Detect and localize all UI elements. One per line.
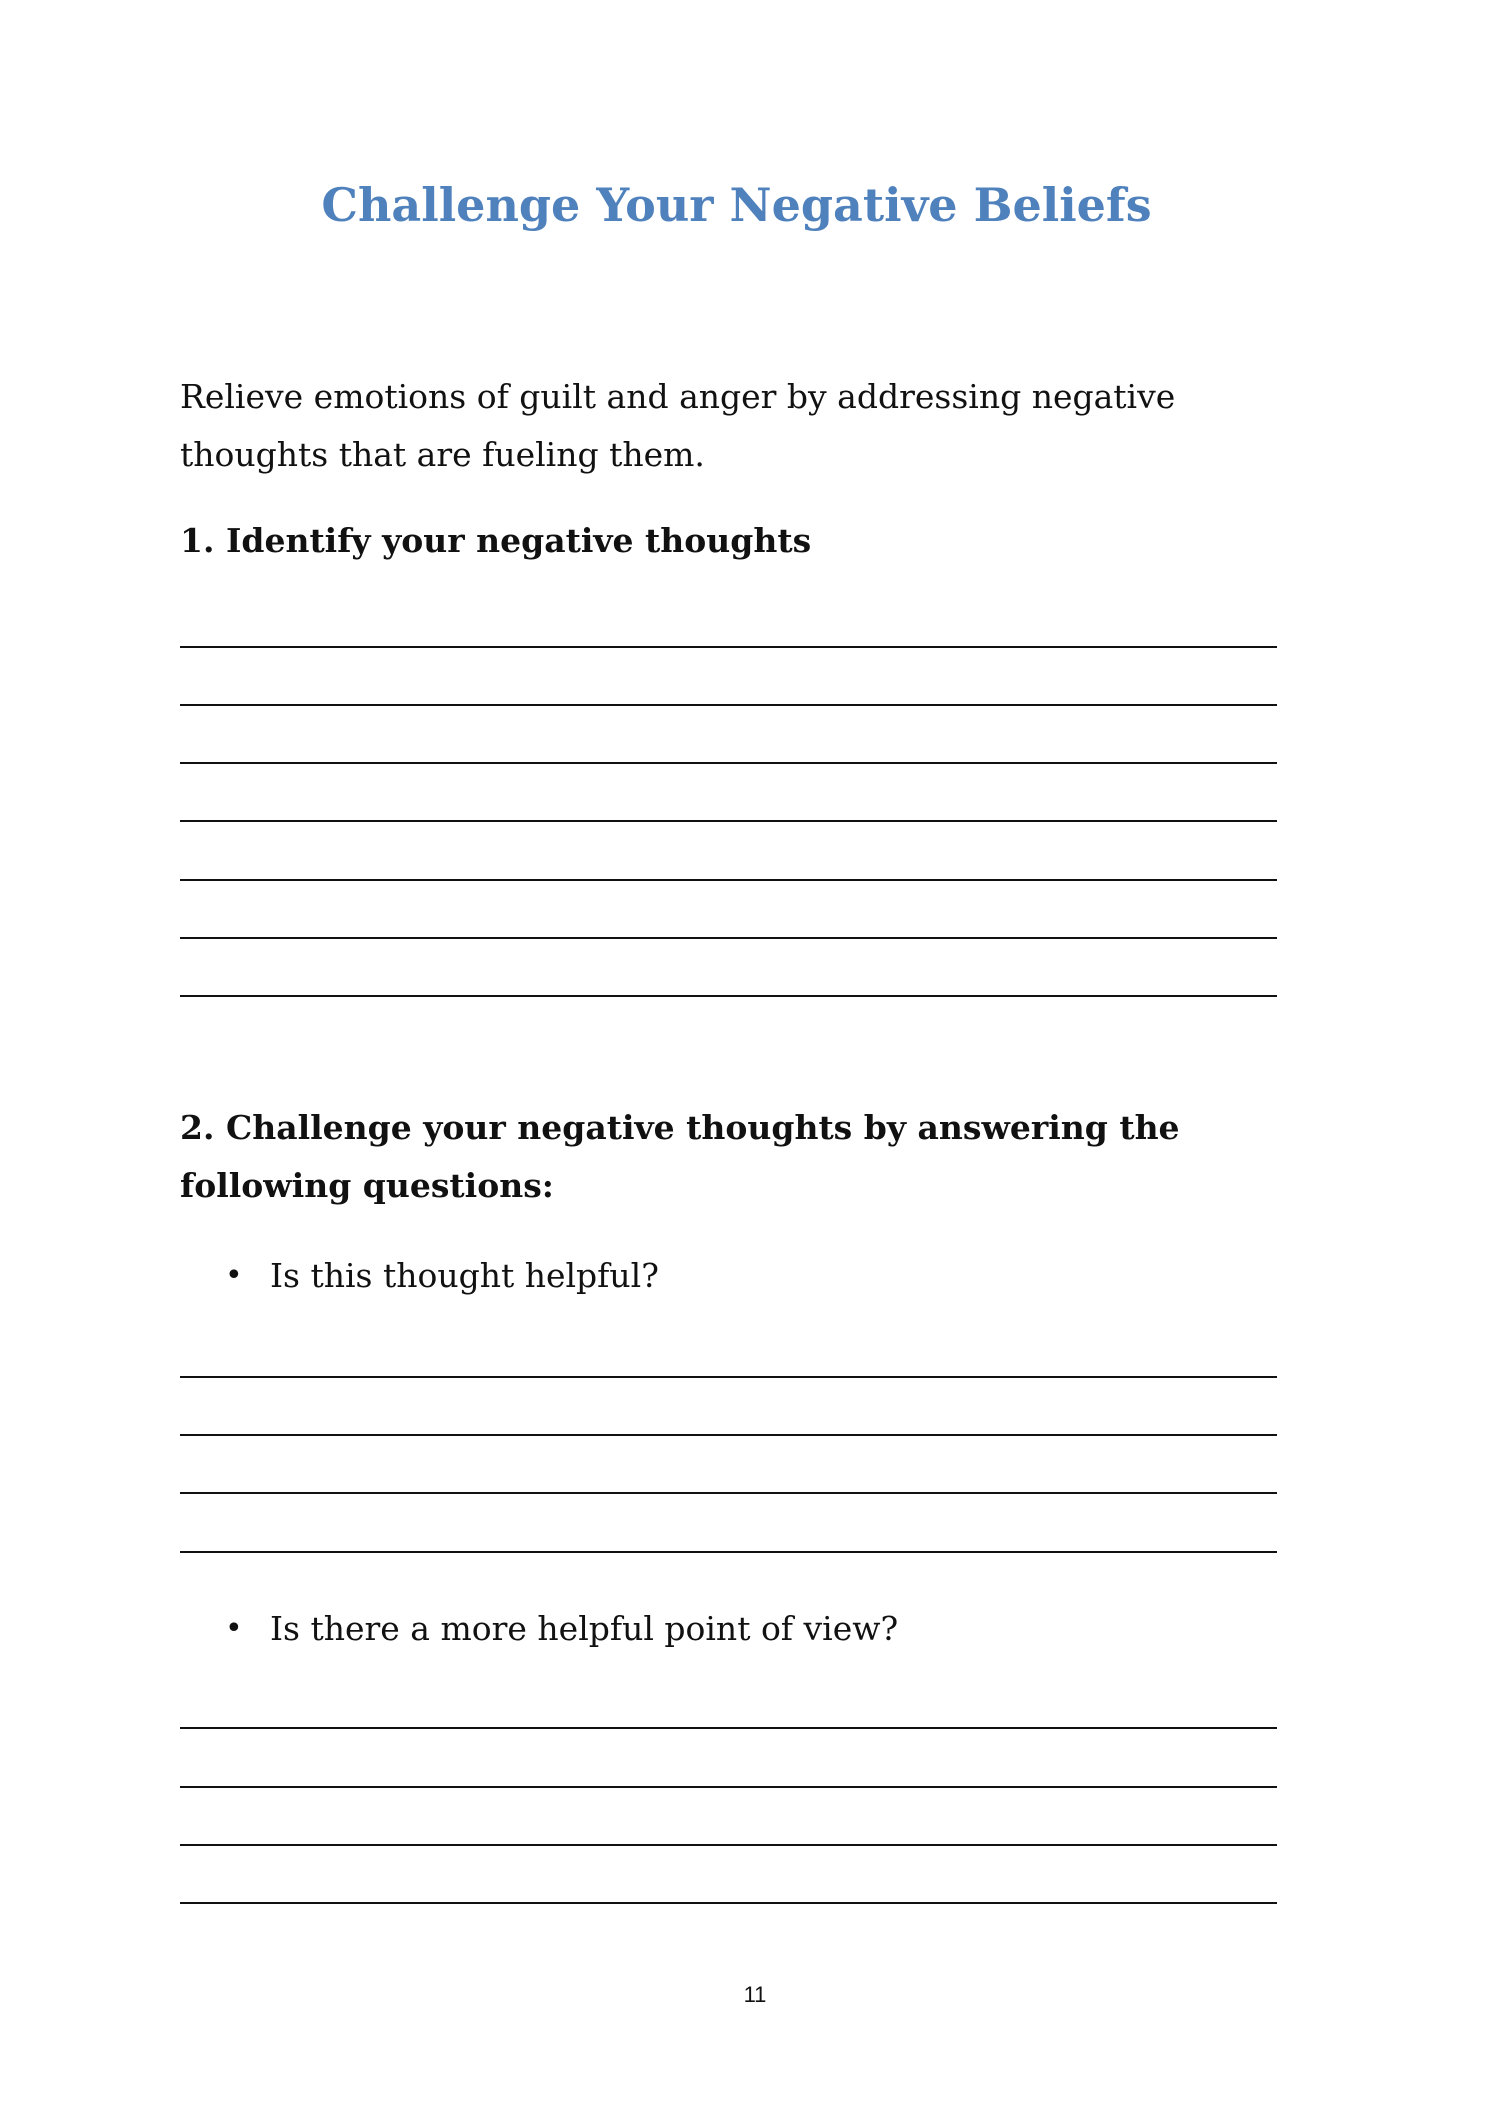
page-number: 11 bbox=[743, 1982, 767, 2007]
answer-line[interactable] bbox=[180, 1786, 1277, 1788]
answer-line[interactable] bbox=[180, 1902, 1277, 1904]
section-1-heading: 1. Identify your negative thoughts bbox=[180, 521, 812, 560]
answer-line[interactable] bbox=[180, 1844, 1277, 1846]
question-2-text: Is there a more helpful point of view? bbox=[270, 1609, 899, 1648]
answer-line[interactable] bbox=[180, 1434, 1277, 1436]
answer-line[interactable] bbox=[180, 1492, 1277, 1494]
answer-line[interactable] bbox=[180, 704, 1277, 706]
answer-line[interactable] bbox=[180, 1727, 1277, 1729]
question-1 bbox=[180, 1247, 1280, 1305]
section-2-heading: 2. Challenge your negative thoughts by answering the following questions: bbox=[180, 1108, 1180, 1205]
answer-line[interactable] bbox=[180, 937, 1277, 939]
answer-line[interactable] bbox=[180, 879, 1277, 881]
bullet-icon: • bbox=[225, 1258, 243, 1293]
answer-line[interactable] bbox=[180, 646, 1277, 648]
question-2 bbox=[180, 1600, 1280, 1658]
answer-line[interactable] bbox=[180, 762, 1277, 764]
intro-paragraph: Relieve emotions of guilt and anger by addressing negative thoughts that are fueling them. bbox=[180, 377, 1176, 474]
answer-line[interactable] bbox=[180, 995, 1277, 997]
answer-line[interactable] bbox=[180, 820, 1277, 822]
bullet-icon: • bbox=[225, 1611, 243, 1646]
answer-line[interactable] bbox=[180, 1551, 1277, 1553]
question-1-text: Is this thought helpful? bbox=[270, 1256, 659, 1295]
answer-line[interactable] bbox=[180, 1376, 1277, 1378]
page-title: Challenge Your Negative Beliefs bbox=[321, 178, 1152, 232]
